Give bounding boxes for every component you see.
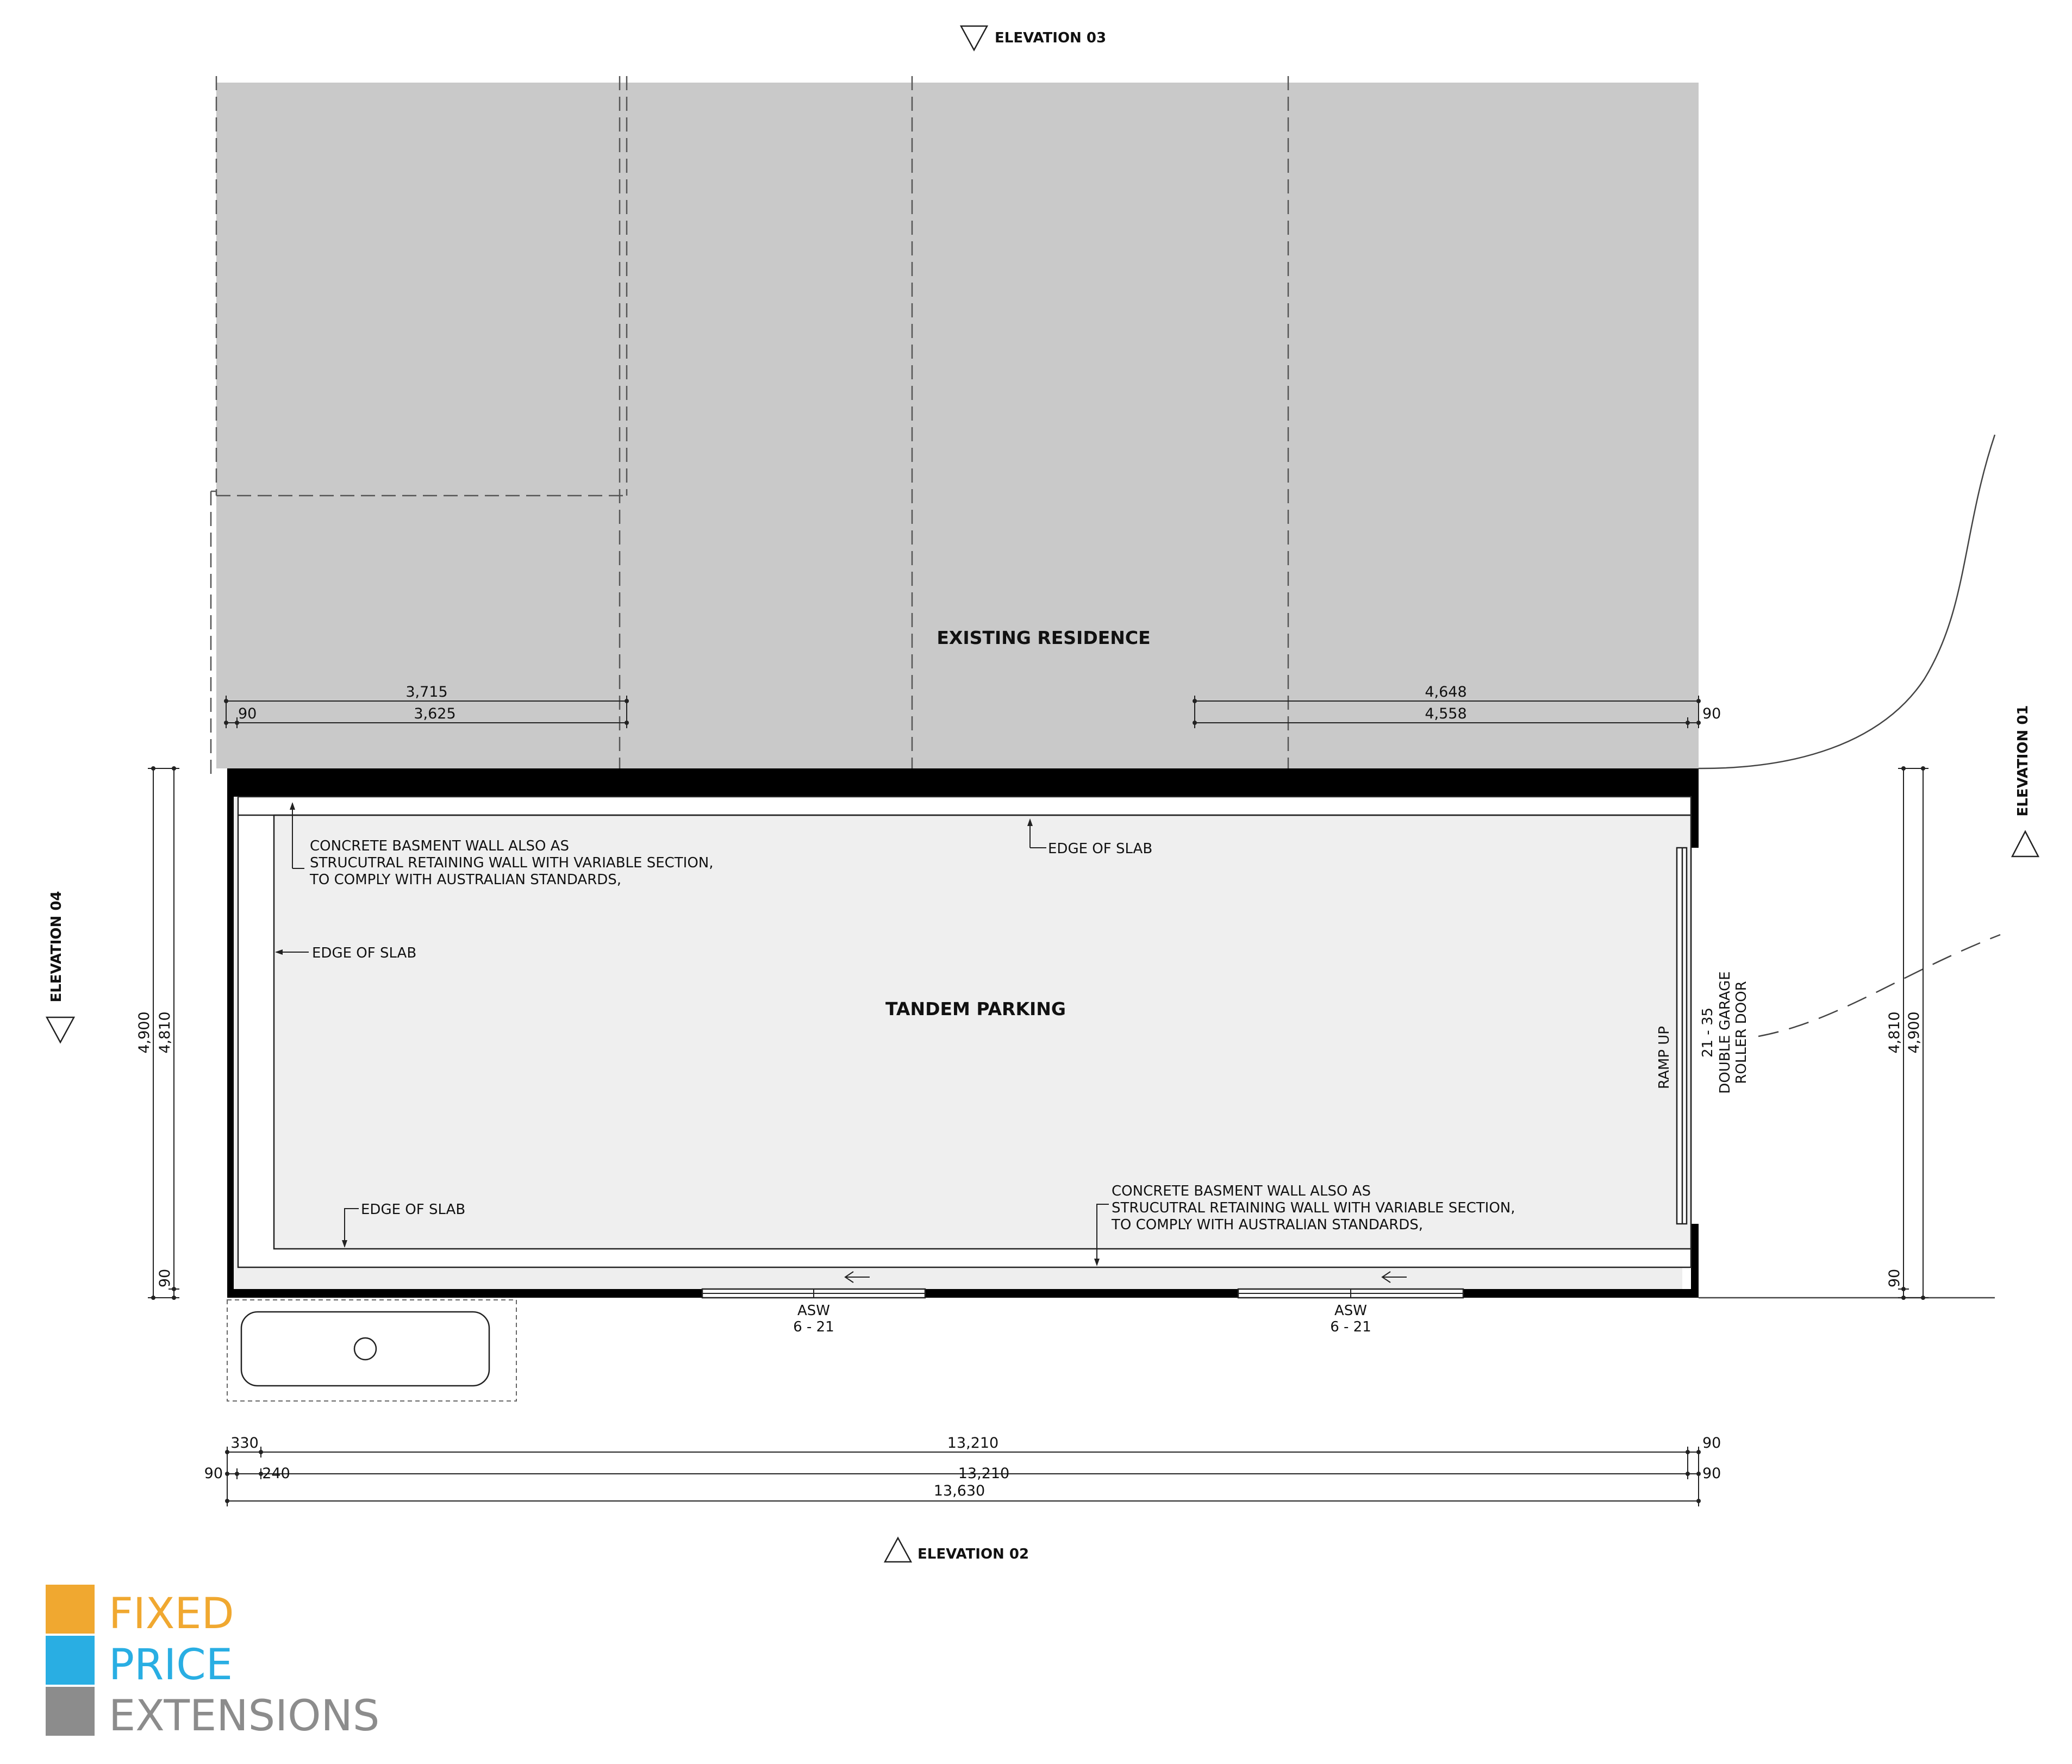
elevation-02-label: ELEVATION 02 — [918, 1546, 1029, 1562]
dim-right-small: 90 — [1886, 1268, 1903, 1288]
brand-line-3: EXTENSIONS — [109, 1692, 380, 1741]
elevation-triangle-icon — [2012, 831, 2038, 856]
dim-left-small: 90 — [157, 1268, 173, 1288]
note-edge-of-slab-top: EDGE OF SLAB — [1048, 841, 1153, 857]
existing-residence-area — [216, 83, 1699, 768]
brand-line-2: PRICE — [109, 1641, 233, 1690]
site-boundary-line — [1699, 435, 1995, 768]
basin-drain-icon — [354, 1338, 376, 1360]
dim-top-right-b: 4,558 — [1425, 705, 1467, 722]
dim-bottom-total: 13,630 — [933, 1482, 985, 1499]
roller-door-label-2: ROLLER DOOR — [1733, 981, 1750, 1084]
roller-door-label-1: DOUBLE GARAGE — [1717, 971, 1733, 1094]
dim-bottom-r1-a: 330 — [230, 1435, 259, 1452]
elevation-01-marker — [2012, 705, 2038, 856]
dim-bottom-r2-a: 90 — [204, 1465, 223, 1482]
window-2-label: ASW — [1334, 1303, 1367, 1319]
note-edge-of-slab-left: EDGE OF SLAB — [312, 945, 417, 961]
elevation-04-marker — [47, 891, 74, 1042]
dim-top-right-a: 90 — [1702, 705, 1721, 722]
tandem-parking-label: TANDEM PARKING — [885, 998, 1066, 1019]
dim-top-left-b: 3,625 — [414, 705, 456, 722]
elevation-triangle-icon — [885, 1538, 911, 1562]
elevation-04-label: ELEVATION 04 — [48, 891, 65, 1003]
dim-bottom-r1-c: 90 — [1702, 1435, 1721, 1452]
elevation-01-label: ELEVATION 01 — [2015, 705, 2031, 817]
window-2-code: 6 - 21 — [1330, 1319, 1371, 1335]
dim-top-right-total: 4,648 — [1425, 684, 1467, 700]
elevation-02-marker — [885, 1538, 1029, 1562]
dim-bottom-r2-b: 240 — [262, 1465, 290, 1482]
brand-logo — [46, 1585, 379, 1741]
roller-door — [1677, 848, 1687, 1224]
dim-right-inner: 4,810 — [1886, 1011, 1903, 1054]
dim-bottom-r1-b: 13,210 — [947, 1435, 999, 1452]
site-boundary-dashed — [1758, 935, 2000, 1036]
elevation-triangle-icon — [47, 1017, 74, 1042]
dim-left-inner: 4,810 — [157, 1011, 173, 1054]
existing-residence-label: EXISTING RESIDENCE — [937, 627, 1151, 648]
elevation-03-marker — [961, 26, 1106, 50]
dim-left-outer: 4,900 — [136, 1011, 153, 1054]
note-edge-of-slab-bottom: EDGE OF SLAB — [361, 1202, 466, 1218]
elevation-03-label: ELEVATION 03 — [995, 30, 1107, 46]
brand-line-1: FIXED — [109, 1590, 234, 1638]
brand-square-2 — [46, 1636, 95, 1685]
dim-top-left-a: 90 — [238, 705, 257, 722]
dim-bottom-r2-d: 90 — [1702, 1465, 1721, 1482]
note-wall-bottom: CONCRETE BASMENT WALL ALSO AS STRUCUTRAL RETAINING WALL WITH VARIABLE SECTION, TO COMPLY WITH AUSTRALIAN STANDARDS, — [1112, 1183, 1515, 1233]
window-1-code: 6 - 21 — [793, 1319, 834, 1335]
brand-square-1 — [46, 1585, 95, 1634]
dim-top-left-total: 3,715 — [405, 684, 448, 700]
dim-bottom-r2-c: 13,210 — [958, 1465, 1010, 1482]
ramp-up-label: RAMP UP — [1656, 1026, 1672, 1089]
roller-door-code: 21 - 35 — [1700, 1007, 1716, 1058]
dim-right-outer: 4,900 — [1906, 1011, 1923, 1054]
window-1-label: ASW — [797, 1303, 830, 1319]
note-wall-top: CONCRETE BASMENT WALL ALSO AS STRUCUTRAL RETAINING WALL WITH VARIABLE SECTION, TO COMPLY WITH AUSTRALIAN STANDARDS, — [310, 838, 714, 888]
brand-square-3 — [46, 1687, 95, 1736]
elevation-triangle-icon — [961, 26, 987, 50]
